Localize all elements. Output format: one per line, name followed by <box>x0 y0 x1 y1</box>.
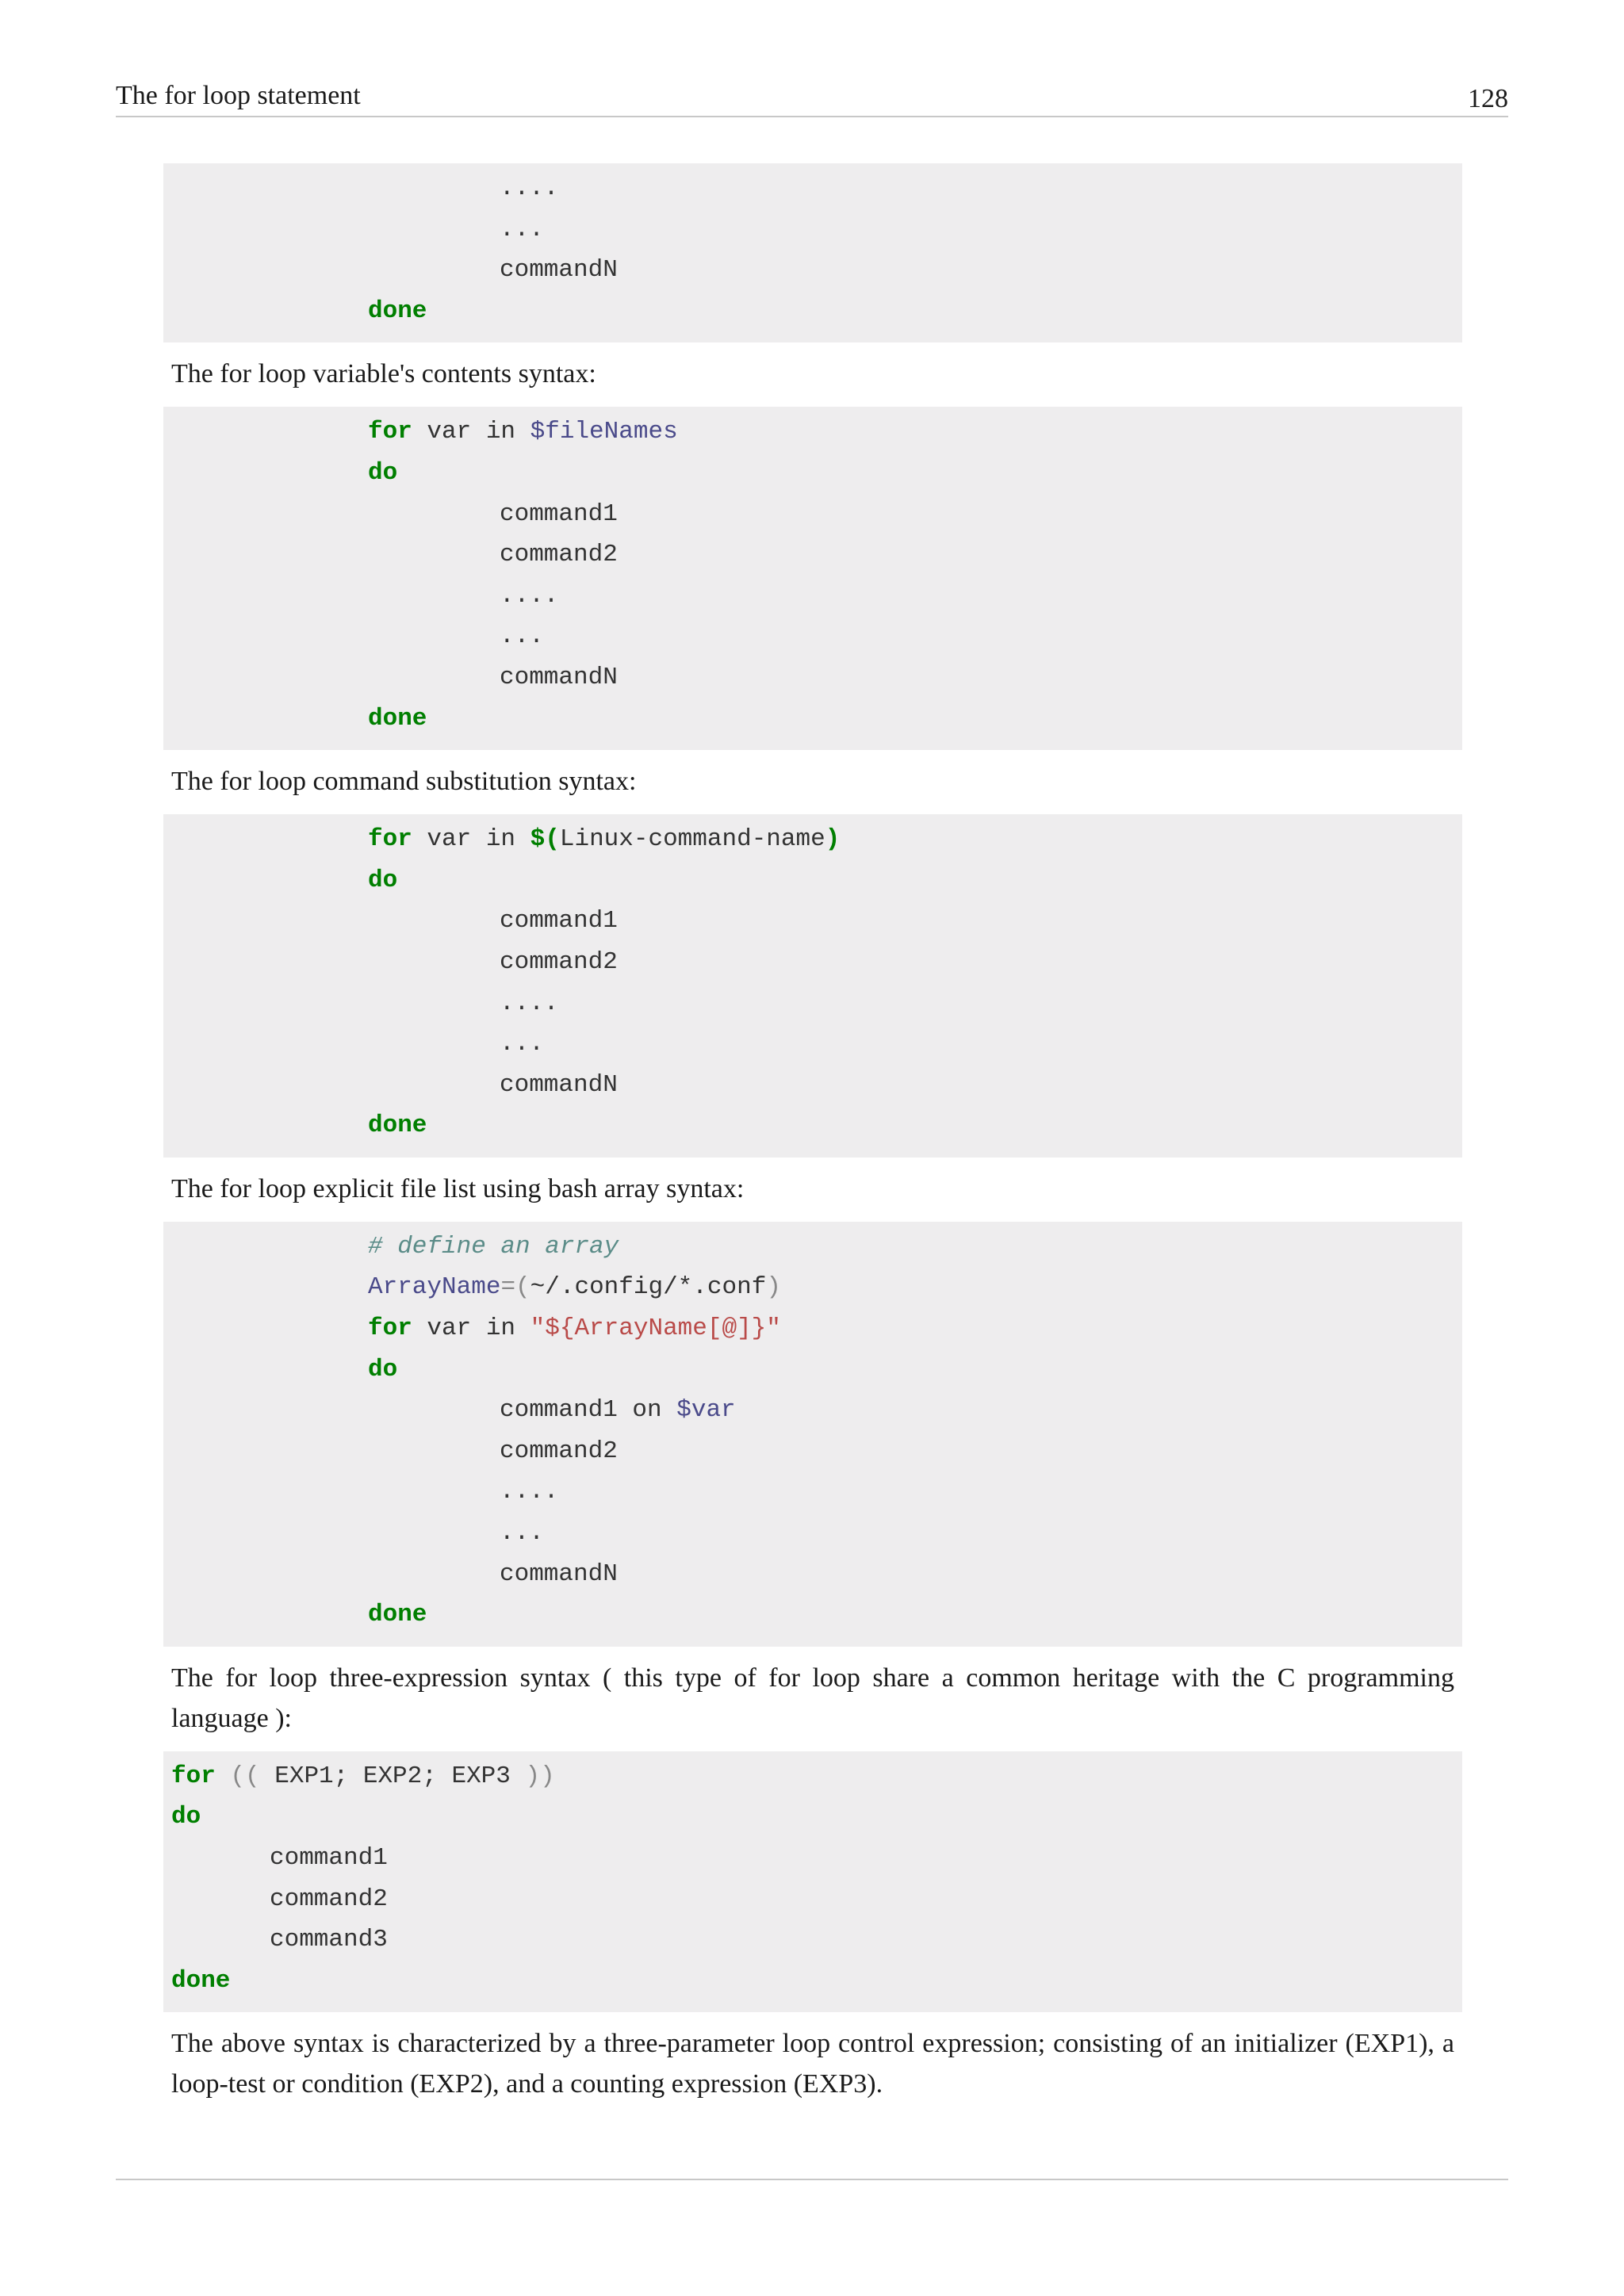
code-line <box>163 1879 1462 1920</box>
variable: $var <box>676 1396 736 1425</box>
code-text: command3 <box>270 1926 388 1954</box>
code-line <box>163 494 1462 535</box>
page-number: 128 <box>1468 84 1508 113</box>
code-text: var in <box>412 418 530 446</box>
code-line <box>163 576 1462 617</box>
paragraph-command-substitution: The for loop command substitution syntax: <box>171 767 637 797</box>
code-text: ... <box>500 622 544 651</box>
code-text: ... <box>500 215 544 243</box>
code-line <box>163 453 1462 494</box>
keyword-for: for <box>368 418 412 446</box>
code-text: Linux-command-name <box>559 825 825 854</box>
code-text: ... <box>500 1030 544 1058</box>
code-line <box>163 1838 1462 1879</box>
code-block-command-substitution <box>163 814 1462 1158</box>
code-text: command1 <box>270 1844 388 1872</box>
code-text: .... <box>500 1478 559 1506</box>
page-content <box>163 163 1462 2117</box>
variable: ArrayName <box>368 1273 501 1302</box>
code-text: command2 <box>500 947 618 976</box>
code-line <box>163 901 1462 942</box>
code-line <box>163 1226 1462 1268</box>
code-line <box>163 1390 1462 1431</box>
code-line <box>163 1431 1462 1472</box>
substitution-open: $( <box>530 825 560 854</box>
code-text: EXP1; EXP2; EXP3 <box>274 1762 511 1790</box>
operator: )) <box>510 1762 555 1790</box>
code-line <box>163 860 1462 901</box>
keyword-done: done <box>368 1112 427 1140</box>
code-line <box>163 250 1462 291</box>
page-header <box>116 79 1508 117</box>
paragraph-explanation: The above syntax is characterized by a three-parameter loop control expression; consisting of an initializer (EXP1), a loop-test or condition (EXP2), and a counting expression (EXP3). <box>171 2029 1454 2099</box>
code-line <box>163 1513 1462 1554</box>
code-text: commandN <box>500 1559 618 1588</box>
code-text: command1 on <box>500 1396 677 1425</box>
keyword-done: done <box>368 297 427 325</box>
code-block-variable-syntax <box>163 407 1462 750</box>
code-line <box>163 534 1462 576</box>
code-line <box>163 1065 1462 1106</box>
code-line <box>163 168 1462 209</box>
code-line <box>163 1471 1462 1513</box>
paragraph-three-expression: The for loop three-expression syntax ( this type of for loop share a common heritage with the C programming language ): <box>171 1663 1454 1733</box>
code-text: commandN <box>500 1070 618 1099</box>
code-line <box>163 1919 1462 1961</box>
code-line <box>163 291 1462 332</box>
code-comment: # define an array <box>368 1232 619 1261</box>
code-text: command2 <box>500 541 618 569</box>
code-text: command1 <box>500 907 618 936</box>
keyword-for: for <box>368 1314 412 1343</box>
keyword-do: do <box>171 1803 201 1831</box>
keyword-for: for <box>171 1762 216 1790</box>
code-block-array-syntax <box>163 1222 1462 1647</box>
code-line <box>163 1554 1462 1595</box>
string-literal: "${ArrayName[@]}" <box>530 1314 781 1343</box>
code-text: var in <box>412 1314 530 1343</box>
keyword-done: done <box>368 704 427 733</box>
code-block-continuation <box>163 163 1462 342</box>
running-title: The for loop statement <box>116 81 361 110</box>
code-line <box>163 1105 1462 1146</box>
code-line <box>163 411 1462 453</box>
keyword-do: do <box>368 458 398 487</box>
code-line <box>163 698 1462 740</box>
code-line <box>163 1024 1462 1065</box>
keyword-done: done <box>368 1601 427 1629</box>
code-line <box>163 1267 1462 1308</box>
substitution-close: ) <box>825 825 841 854</box>
code-line <box>163 942 1462 983</box>
code-line <box>163 209 1462 251</box>
keyword-for: for <box>368 825 412 854</box>
code-text: command2 <box>500 1437 618 1465</box>
operator: ) <box>766 1273 781 1302</box>
code-block-three-expression <box>163 1751 1462 2013</box>
paragraph-array-syntax: The for loop explicit file list using bash array syntax: <box>171 1173 745 1203</box>
code-line <box>163 1961 1462 2002</box>
code-text: .... <box>500 989 559 1017</box>
keyword-do: do <box>368 866 398 894</box>
code-line <box>163 1756 1462 1797</box>
operator: =( <box>500 1273 530 1302</box>
code-text: command1 <box>500 499 618 528</box>
paragraph-variable-syntax: The for loop variable's contents syntax: <box>171 359 596 389</box>
code-line <box>163 616 1462 657</box>
code-line <box>163 1308 1462 1349</box>
code-text: var in <box>412 825 530 854</box>
code-line <box>163 819 1462 860</box>
code-text: .... <box>500 174 559 202</box>
code-line <box>163 1594 1462 1636</box>
code-text: ~/.config/*.conf <box>530 1273 767 1302</box>
footer-rule <box>116 2179 1508 2180</box>
keyword-do: do <box>368 1355 398 1383</box>
code-text: ... <box>500 1519 544 1548</box>
variable: $fileNames <box>530 418 678 446</box>
keyword-done: done <box>171 1966 231 1995</box>
code-line <box>163 1349 1462 1391</box>
code-text: command2 <box>270 1885 388 1913</box>
code-text: commandN <box>500 256 618 285</box>
code-text: .... <box>500 581 559 610</box>
code-line <box>163 1797 1462 1838</box>
code-line <box>163 983 1462 1024</box>
operator: (( <box>215 1762 275 1790</box>
code-line <box>163 657 1462 698</box>
code-text: commandN <box>500 663 618 691</box>
